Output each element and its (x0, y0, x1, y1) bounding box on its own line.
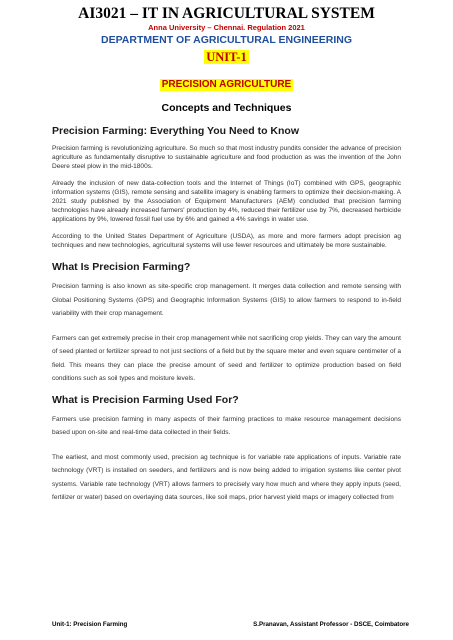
page-subtitle: Concepts and Techniques (161, 102, 292, 114)
section-heading-precision-farming: Precision Farming: Everything You Need to Know (52, 125, 299, 137)
footer-author: S.Pranavan, Assistant Professor - DSCE, Coimbatore (253, 621, 409, 628)
paragraph: Precision farming is also known as site-specific crop management. It merges data collection and remote sensing with Global Positioning Systems (GPS) and Geographic Information Systems (GIS) to allow farmers to respond to in-field variability with their crop management. (52, 283, 401, 317)
paragraph: According to the United States Department of Agriculture (USDA), as more and more farmers adopt precision ag techniques and new technologies, agricultural systems will use fewer resources and ultimately be more sustainable. (52, 233, 401, 249)
section-heading-used-for: What is Precision Farming Used For? (52, 393, 239, 406)
paragraph: Farmers use precision farming in many aspects of their farming practices to make resource management decisions based upon on-site and real-time data collected in their fields. (52, 415, 401, 436)
paragraph: Already the inclusion of new data-collection tools and the Internet of Things (IoT) combined with GPS, geographic information systems (GIS), remote sensing and satellite imagery is enabling farmers to optimize their decision-making. A 2021 study published by the Association of Equipment Manufacturers (AEM) concluded that precision farming technologies have already increased farmers' production by 4%, reduced their fertilizer use by 7%, decreased herbicide applications by 9%, lowered fossil fuel use by 6% and gained a 4% savings in water use. (52, 180, 401, 223)
paragraph: The earliest, and most commonly used, precision ag technique is for variable rate applications of inputs. Variable rate technology (VRT) is installed on seeders, and fertilizers and is now being added to irrigation systems like center pivot systems. Variable rate technology (VRT) allows farmers to precisely vary how much and where they apply inputs (seed, fertilizer or water) based on overlaying data sources, like soil maps, prior harvest yield maps or imagery collected from (52, 453, 401, 501)
unit-label: UNIT-1 (206, 50, 247, 64)
page-footer (52, 621, 409, 628)
paragraph: Farmers can get extremely precise in their crop management while not sacrificing crop yields. They can vary the amount of seed planted or fertilizer spread to not just sections of a field but by the square meter and even square centimeter of a field. This means they can place the precise amount of seed and fertilizer to optimize production based on field conditions such as soil types and moisture levels. (52, 334, 401, 382)
topic-title: PRECISION AGRICULTURE (161, 79, 292, 90)
footer-unit: Unit-1: Precision Farming (52, 621, 128, 628)
course-title: AI3021 – IT IN AGRICULTURAL SYSTEM (78, 5, 375, 22)
university-line: Anna University – Chennai. Regulation 2021 (148, 23, 305, 32)
section-heading-what-is: What Is Precision Farming? (52, 261, 191, 273)
department-name: DEPARTMENT OF AGRICULTURAL ENGINEERING (100, 34, 353, 46)
paragraph: Precision farming is revolutionizing agriculture. So much so that most industry pundits consider the advance of precision agriculture as fundamentally disruptive to sustainable agriculture and food production as was the invention of the John Deere steel plow in the mid-1800s. (52, 145, 401, 170)
